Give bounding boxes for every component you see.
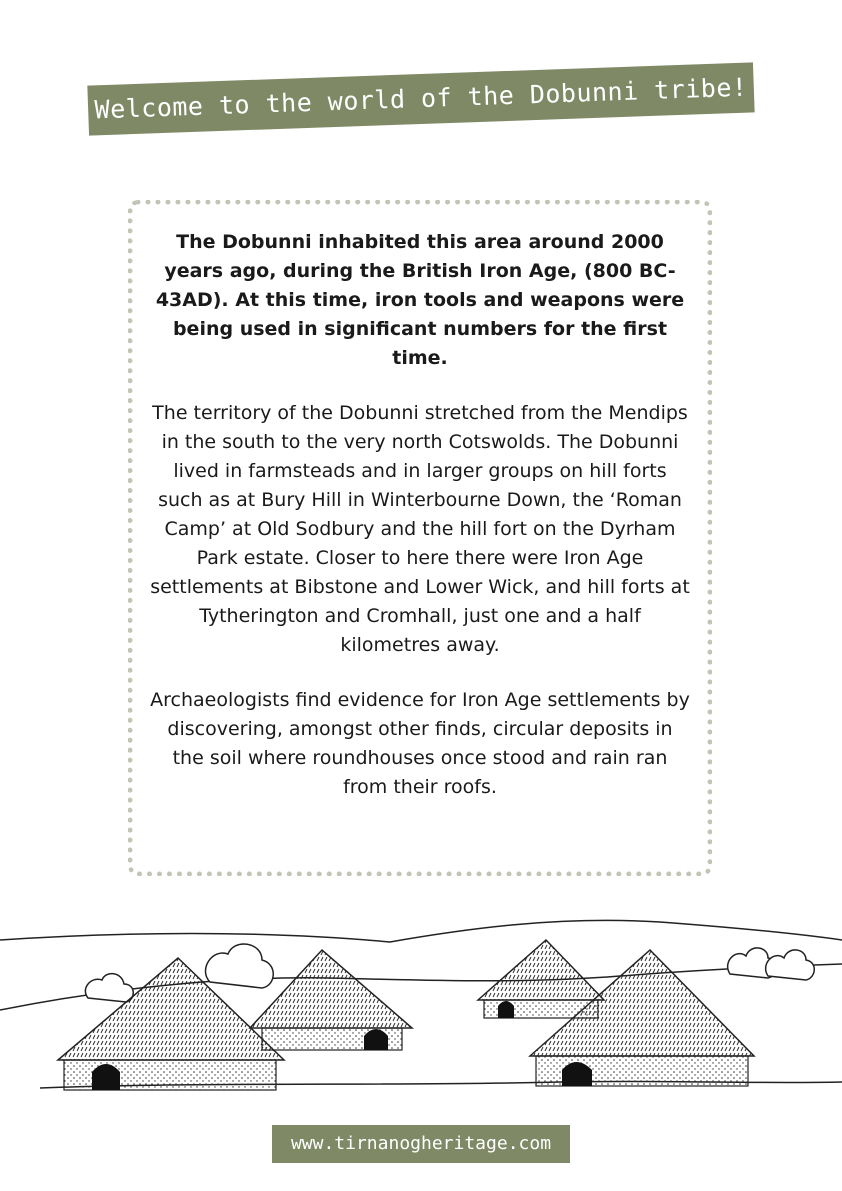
territory-paragraph: The territory of the Dobunni stretched from the Mendips in the south to the very north Cotswolds. The Dobunni lived in farmsteads and in larger groups on hill forts such as at Bury Hill in Winterbourne Down, the ‘Roman Camp’ at Old Sodbury and the hill fort on the Dyrham Park estate. Closer to here there were Iron Age settlements at Bibstone and Lower Wick, and hill forts at Tytherington and Cromhall, just one and a half kilometres away.	[150, 402, 690, 656]
page-title: Welcome to the world of the Dobunni tribe!	[94, 72, 748, 125]
text-content	[150, 228, 690, 828]
hill-line-back	[0, 920, 842, 942]
roundhouses-illustration	[0, 890, 842, 1110]
archaeology-paragraph: Archaeologists find evidence for Iron Age settlements by discovering, amongst other finds, circular deposits in the soil where roundhouses once stood and rain ran from their roofs.	[150, 689, 690, 798]
website-link[interactable]: www.tirnanogheritage.com	[272, 1125, 570, 1163]
intro-paragraph: The Dobunni inhabited this area around 2000 years ago, during the British Iron Age, (800 BC- 43AD). At this time, iron tools and weapons were being used in significant numbers for the first time.	[155, 231, 685, 369]
roundhouse-2	[250, 950, 412, 1050]
